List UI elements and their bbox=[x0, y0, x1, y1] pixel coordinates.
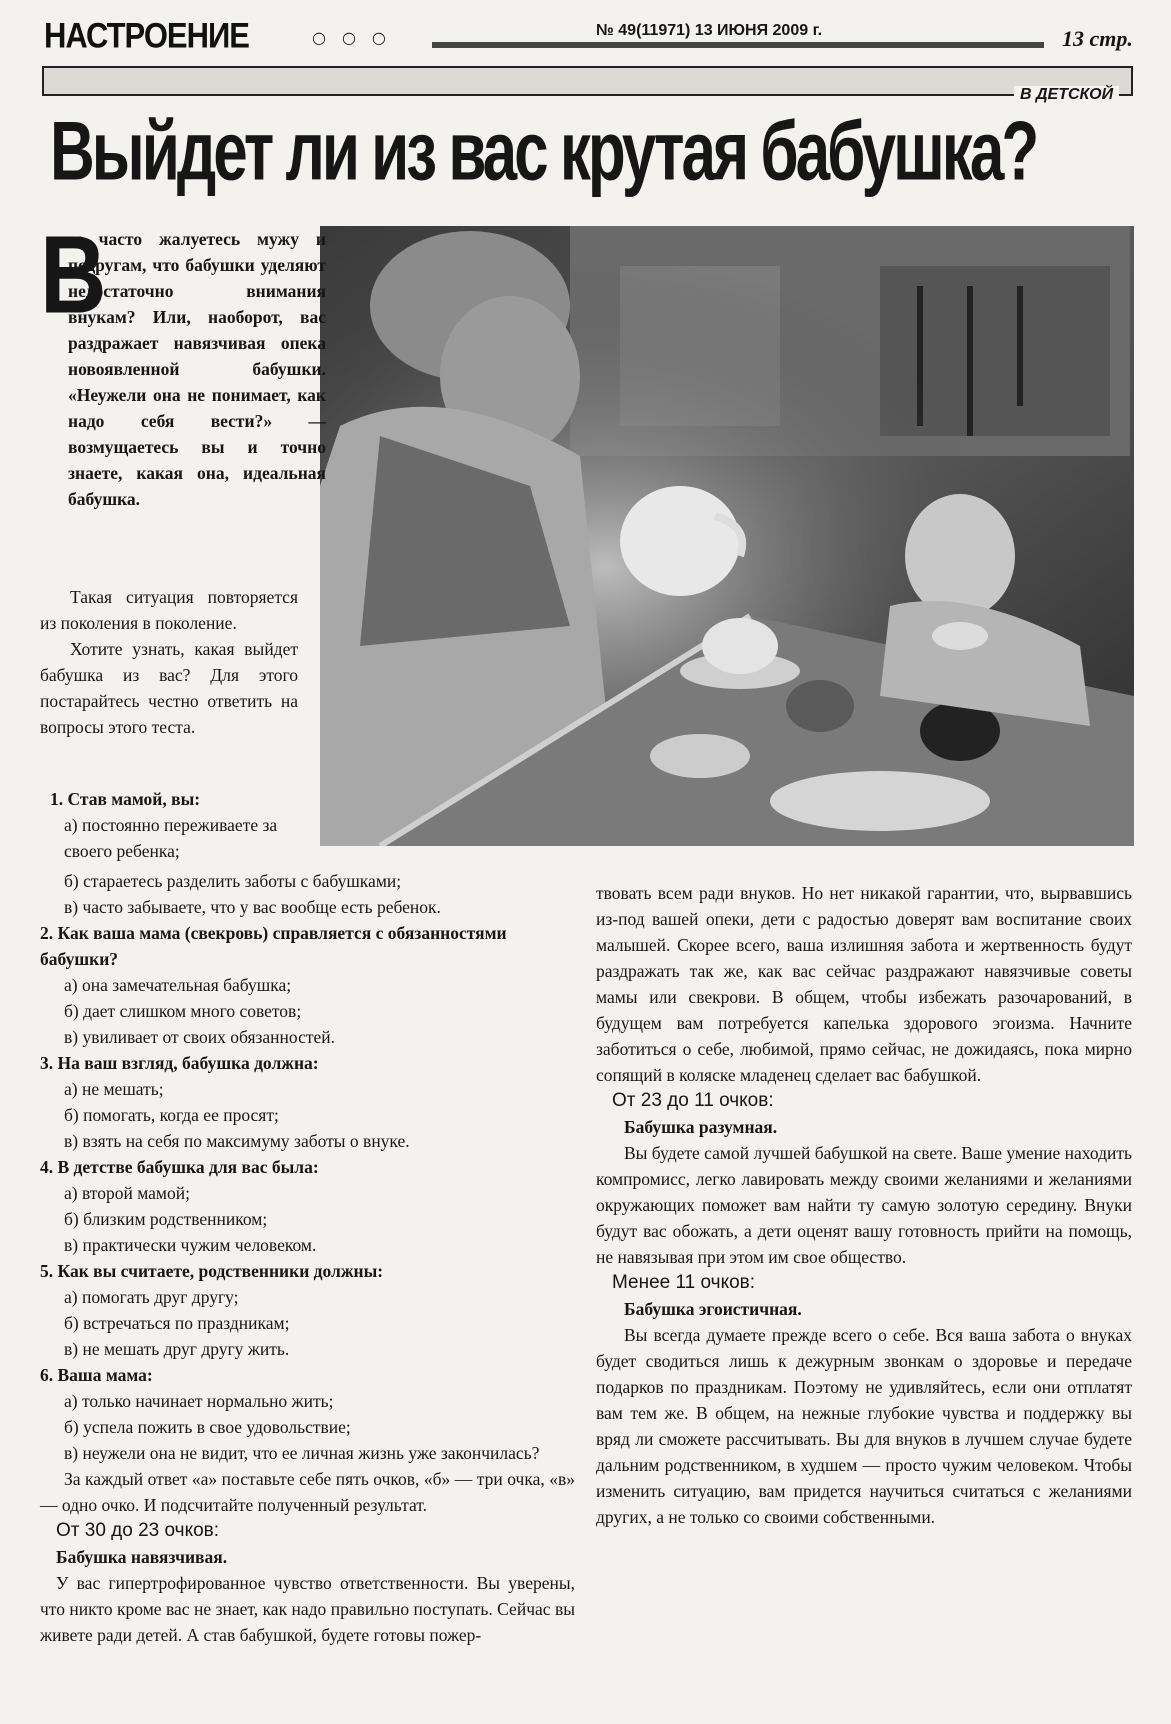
question-title: 5. Как вы считаете, родственники должны: bbox=[40, 1261, 384, 1281]
answer-item: б) дает слишком много советов; bbox=[64, 1001, 302, 1021]
question-1-top bbox=[40, 786, 308, 864]
answer-item: в) взять на себя по максимуму заботы о внуке. bbox=[64, 1131, 410, 1151]
question-title: 2. Как ваша мама (свекровь) справляется с обязанностями бабушки? bbox=[40, 923, 507, 969]
rubric-title: НАСТРОЕНИЕ bbox=[44, 15, 249, 56]
issue-date: № 49(11971) 13 ИЮНЯ 2009 г. bbox=[596, 22, 823, 39]
question-title: 1. Став мамой, вы: bbox=[50, 789, 201, 809]
section-label: В ДЕТСКОЙ bbox=[1014, 86, 1119, 104]
scoring-instructions: За каждый ответ «а» поставьте себе пять очков, «б» — три очка, «в» — одно очко. И подсчитайте полученный результат. bbox=[40, 1469, 575, 1515]
section-bar bbox=[42, 66, 1133, 96]
grandmother-and-child-photo-icon bbox=[320, 226, 1134, 846]
drop-cap: В bbox=[40, 214, 107, 337]
lead-text bbox=[40, 226, 326, 512]
answer-item: в) увиливает от своих обязанностей. bbox=[64, 1027, 336, 1047]
result-text-continued: твовать всем ради внуков. Но нет никакой гарантии, что, вырвавшись из-под вашей опеки, дети с радостью доверят вам воспитание своих малышей. Скорее всего, ваша излишняя забота и жертвенность будут раздражать так же, как вас сейчас раздражают навязчивые советы мамы или свекрови. В общем, чтобы избежать разочарований, в будущем вам потребуется капелька здорового эгоизма. Начните заботиться о себе, любимой, прямо сейчас, не дожидаясь, пока мирно сопящий в коляске младенец сделает вас бабушкой. bbox=[596, 883, 1132, 1085]
lead-body bbox=[40, 584, 298, 740]
answer-item: в) не мешать друг другу жить. bbox=[64, 1339, 290, 1359]
lead-paragraph-1: Такая ситуация повторяется из поколения в поколение. bbox=[40, 587, 298, 633]
article-headline: Выйдет ли из вас крутая бабушка? bbox=[50, 105, 1037, 199]
header-rule bbox=[432, 42, 1044, 48]
result-title: Бабушка разумная. bbox=[624, 1117, 778, 1137]
answer-item: а) постоянно переживаете за своего ребенка; bbox=[64, 815, 278, 861]
result-text: Вы всегда думаете прежде всего о себе. Вся ваша забота о внуках будет сводиться лишь к дежурным звонкам о здоровье и передаче подарков по праздникам. Поэтому не удивляйтесь, если они отплатят вам тем же. В общем, на нежные глубокие чувства и поддержку вы вряд ли сможете рассчитывать. Вы для внуков в лучшем случае будете дальним родственником, в худшем — просто чужим человеком. Чтобы изменить ситуацию, вам придется научиться считаться с желаниями других, а не только со своими собственными. bbox=[596, 1325, 1132, 1527]
question-title: 6. Ваша мама: bbox=[40, 1365, 153, 1385]
question-title: 4. В детстве бабушка для вас была: bbox=[40, 1157, 319, 1177]
rubric-dots: ○○○ bbox=[312, 28, 402, 47]
answer-item: а) только начинает нормально жить; bbox=[64, 1391, 334, 1411]
answer-item: а) не мешать; bbox=[64, 1079, 164, 1099]
answer-item: а) она замечательная бабушка; bbox=[64, 975, 292, 995]
results-column bbox=[596, 880, 1132, 1530]
answer-item: б) помогать, когда ее просят; bbox=[64, 1105, 279, 1125]
lead-bold-text: ы часто жалуетесь мужу и подругам, что бабушки уделяют недостаточно внимания внукам? Или, наоборот, вас раздражает навязчивая опека новоявленной бабушки. «Неужели она не понимает, как надо себя вести?» — возмущаетесь вы и точно знаете, какая она, идеальная бабушка. bbox=[68, 229, 326, 509]
result-range: От 23 до 11 очков: bbox=[612, 1090, 774, 1111]
result-title: Бабушка навязчивая. bbox=[56, 1547, 228, 1567]
answer-item: б) встречаться по праздникам; bbox=[64, 1313, 290, 1333]
answer-item: б) близким родственником; bbox=[64, 1209, 268, 1229]
result-range: От 30 до 23 очков: bbox=[56, 1520, 220, 1541]
answer-item: а) второй мамой; bbox=[64, 1183, 190, 1203]
result-range: Менее 11 очков: bbox=[612, 1272, 756, 1293]
page-number: 13 стр. bbox=[1062, 26, 1133, 51]
questions-column bbox=[40, 868, 575, 1648]
lead-paragraph-2: Хотите узнать, какая выйдет бабушка из вас? Для этого постарайтесь честно ответить на вопросы этого теста. bbox=[40, 639, 298, 737]
answer-item: в) неужели она не видит, что ее личная жизнь уже закончилась? bbox=[64, 1443, 540, 1463]
answer-item: а) помогать друг другу; bbox=[64, 1287, 239, 1307]
result-text: У вас гипертрофированное чувство ответственности. Вы уверены, что никто кроме вас не знает, как надо правильно поступать. Сейчас вы живете ради детей. А став бабушкой, будете готовы пожер- bbox=[40, 1573, 575, 1645]
answer-item: б) успела пожить в свое удовольствие; bbox=[64, 1417, 351, 1437]
result-title: Бабушка эгоистичная. bbox=[624, 1299, 802, 1319]
answer-item: в) часто забываете, что у вас вообще есть ребенок. bbox=[64, 897, 441, 917]
answer-item: в) практически чужим человеком. bbox=[64, 1235, 317, 1255]
question-title: 3. На ваш взгляд, бабушка должна: bbox=[40, 1053, 319, 1073]
answer-item: б) стараетесь разделить заботы с бабушками; bbox=[64, 871, 402, 891]
result-text: Вы будете самой лучшей бабушкой на свете. Ваше умение находить компромисс, легко лавировать между своими желаниями и желаниями окружающих поможет вам найти ту самую золотую середину. Внуки будут вас обожать, а дети оценят вашу готовность прийти на помощь, не навязывая при этом им свое общество. bbox=[596, 1143, 1132, 1267]
